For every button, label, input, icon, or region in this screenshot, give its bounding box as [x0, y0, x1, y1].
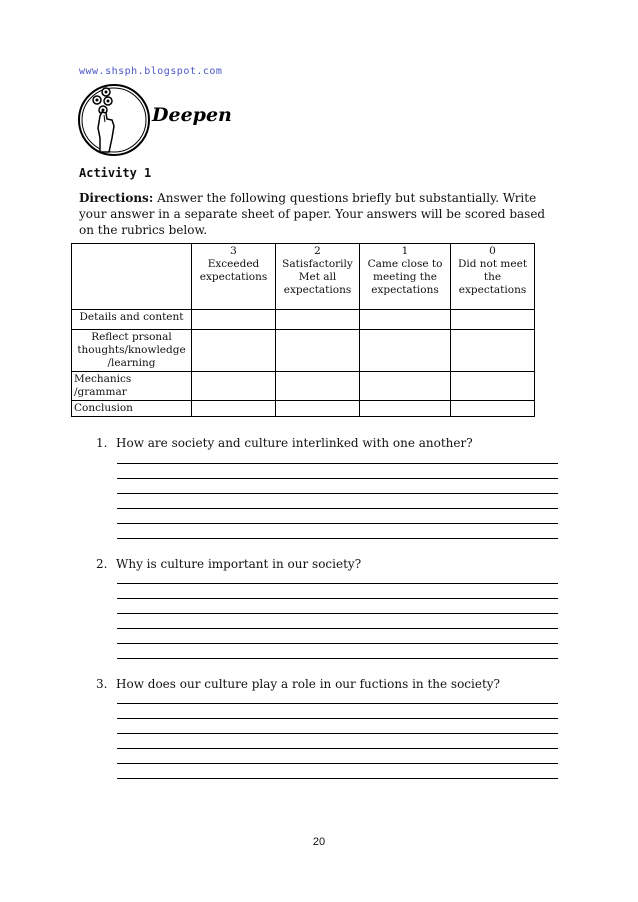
answer-line [117, 508, 558, 509]
directions-paragraph [79, 190, 549, 238]
hand-holding-gears-icon [76, 82, 152, 158]
rubric-header-cell: 0 Did not meet the expectations [451, 244, 535, 310]
answer-line [117, 463, 558, 464]
answer-line [117, 763, 558, 764]
directions-text: Answer the following questions briefly but substantially. Write your answer in a separate sheet of paper. Your answers will be scored based on the rubrics below. [79, 191, 546, 237]
rubric-header-cell: 2 Satisfactorily Met all expectations [276, 244, 360, 310]
watermark-url: www.shsph.blogspot.com [79, 66, 223, 77]
rubric-row [72, 310, 535, 330]
page-number: 20 [312, 836, 326, 848]
rubric-row [72, 330, 535, 372]
answer-line [117, 493, 558, 494]
rubric-table [71, 243, 535, 417]
rubric-criterion: Details and content [72, 310, 192, 330]
rubric-header-row [72, 244, 535, 310]
answer-line [117, 583, 558, 584]
answer-line [117, 643, 558, 644]
rubric-row [72, 401, 535, 417]
directions-label: Directions: [79, 191, 154, 205]
rubric-corner-cell [72, 244, 192, 310]
answer-line [117, 523, 558, 524]
answer-line [117, 613, 558, 614]
question-3: 3. How does our culture play a role in our fuctions in the society? [96, 677, 500, 691]
answer-line [117, 718, 558, 719]
rubric-header-cell: 3 Exceeded expectations [192, 244, 276, 310]
section-title: Deepen [152, 104, 232, 126]
rubric-criterion: Mechanics /grammar [72, 372, 192, 401]
answer-line [117, 778, 558, 779]
rubric-criterion: Conclusion [72, 401, 192, 417]
question-1: 1. How are society and culture interlinked with one another? [96, 436, 473, 450]
rubric-row [72, 372, 535, 401]
answer-line [117, 478, 558, 479]
question-2: 2. Why is culture important in our society? [96, 557, 362, 571]
answer-line [117, 658, 558, 659]
answer-line [117, 748, 558, 749]
rubric-header-cell: 1 Came close to meeting the expectations [360, 244, 451, 310]
answer-line [117, 628, 558, 629]
answer-line [117, 538, 558, 539]
answer-line [117, 733, 558, 734]
answer-line [117, 703, 558, 704]
answer-line [117, 598, 558, 599]
rubric-criterion: Reflect prsonal thoughts/knowledge /learning [72, 330, 192, 372]
activity-title: Activity 1 [79, 166, 152, 180]
